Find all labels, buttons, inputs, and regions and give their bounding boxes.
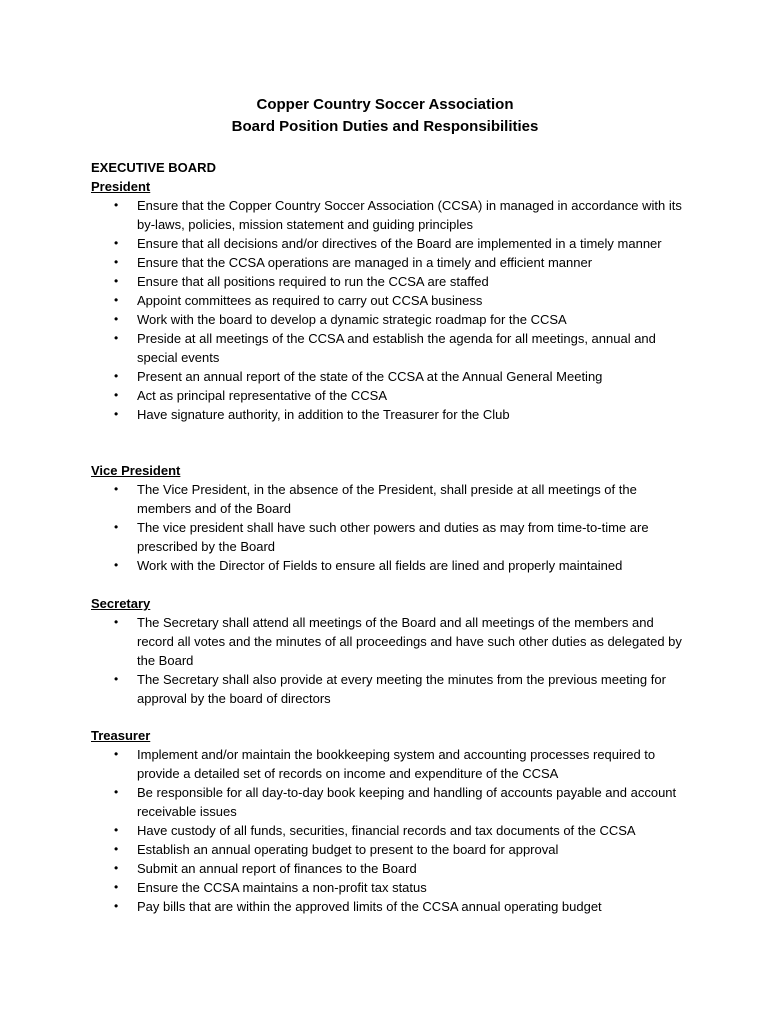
- duty-item: [0, 783, 770, 821]
- bullet-icon: •: [114, 198, 119, 212]
- duty-text: Establish an annual operating budget to present to the board for approval: [137, 842, 559, 857]
- bullet-icon: •: [114, 255, 119, 269]
- document-title-line-1: Copper Country Soccer Association: [256, 96, 514, 113]
- duty-item: [0, 878, 770, 897]
- bullet-icon: •: [114, 880, 119, 894]
- bullet-icon: •: [114, 842, 119, 856]
- duty-text: Implement and/or maintain the bookkeeping system and accounting processes required to provide a detailed set of records on income and expenditure of the CCSA: [137, 747, 656, 781]
- bullet-icon: •: [114, 899, 119, 913]
- bullet-icon: •: [114, 672, 119, 686]
- duty-text: Work with the board to develop a dynamic strategic roadmap for the CCSA: [137, 312, 567, 327]
- vice-president-heading: Vice President: [91, 463, 181, 478]
- duty-item: [0, 613, 770, 670]
- vice-president-duties-list: [0, 480, 770, 575]
- duty-item: [0, 670, 770, 708]
- bullet-icon: •: [114, 274, 119, 288]
- secretary-duties-list: [0, 613, 770, 708]
- duty-item: [0, 556, 770, 575]
- duty-text: Work with the Director of Fields to ensure all fields are lined and properly maintained: [137, 558, 623, 573]
- bullet-icon: •: [114, 293, 119, 307]
- bullet-icon: •: [114, 785, 119, 799]
- duty-text: Be responsible for all day-to-day book keeping and handling of accounts payable and account receivable issues: [137, 785, 677, 819]
- duty-text: Preside at all meetings of the CCSA and establish the agenda for all meetings, annual and special events: [137, 331, 656, 365]
- duty-item: [0, 480, 770, 518]
- duty-text: Submit an annual report of finances to the Board: [137, 861, 417, 876]
- duty-item: [0, 859, 770, 878]
- duty-text: Ensure the CCSA maintains a non-profit tax status: [137, 880, 427, 895]
- bullet-icon: •: [114, 558, 119, 572]
- bullet-icon: •: [114, 331, 119, 345]
- duty-text: The Secretary shall also provide at every meeting the minutes from the previous meeting for approval by the board of directors: [137, 672, 666, 706]
- duty-item: [0, 196, 770, 234]
- duty-item: [0, 518, 770, 556]
- duty-item: [0, 840, 770, 859]
- duty-text: Ensure that all decisions and/or directives of the Board are implemented in a timely manner: [137, 236, 662, 251]
- document-title-line-2: Board Position Duties and Responsibilities: [231, 118, 539, 135]
- bullet-icon: •: [114, 312, 119, 326]
- bullet-icon: •: [114, 615, 119, 629]
- treasurer-heading: Treasurer: [91, 728, 151, 743]
- duty-text: The Vice President, in the absence of the President, shall preside at all meetings of the members and of the Board: [137, 482, 637, 516]
- bullet-icon: •: [114, 823, 119, 837]
- duty-text: Have custody of all funds, securities, financial records and tax documents of the CCSA: [137, 823, 636, 838]
- bullet-icon: •: [114, 407, 119, 421]
- duty-item: [0, 291, 770, 310]
- bullet-icon: •: [114, 236, 119, 250]
- duty-item: [0, 821, 770, 840]
- duty-text: Have signature authority, in addition to the Treasurer for the Club: [137, 407, 510, 422]
- bullet-icon: •: [114, 388, 119, 402]
- duty-item: [0, 272, 770, 291]
- duty-text: Ensure that all positions required to run the CCSA are staffed: [137, 274, 489, 289]
- duty-item: [0, 329, 770, 367]
- duty-item: [0, 897, 770, 916]
- secretary-heading: Secretary: [91, 596, 151, 611]
- duty-item: [0, 745, 770, 783]
- duty-text: Ensure that the CCSA operations are managed in a timely and efficient manner: [137, 255, 593, 270]
- duty-item: [0, 386, 770, 405]
- duty-text: The Secretary shall attend all meetings of the Board and all meetings of the members and record all votes and the minutes of all proceedings and have such other duties as delegated by the Board: [137, 615, 682, 668]
- bullet-icon: •: [114, 369, 119, 383]
- bullet-icon: •: [114, 482, 119, 496]
- duty-text: The vice president shall have such other powers and duties as may from time-to-time are prescribed by the Board: [137, 520, 649, 554]
- duty-item: [0, 367, 770, 386]
- duty-text: Present an annual report of the state of the CCSA at the Annual General Meeting: [137, 369, 603, 384]
- bullet-icon: •: [114, 747, 119, 761]
- president-heading: President: [91, 179, 151, 194]
- treasurer-duties-list: [0, 745, 770, 916]
- duty-text: Ensure that the Copper Country Soccer Association (CCSA) in managed in accordance with its by-laws, policies, mission statement and guiding principles: [137, 198, 682, 232]
- bullet-icon: •: [114, 520, 119, 534]
- duty-item: [0, 310, 770, 329]
- duty-text: Pay bills that are within the approved limits of the CCSA annual operating budget: [137, 899, 602, 914]
- duty-item: [0, 253, 770, 272]
- duty-item: [0, 234, 770, 253]
- duty-text: Act as principal representative of the CCSA: [137, 388, 388, 403]
- bullet-icon: •: [114, 861, 119, 875]
- duty-item: [0, 405, 770, 424]
- duty-text: Appoint committees as required to carry out CCSA business: [137, 293, 483, 308]
- president-duties-list: [0, 196, 770, 424]
- executive-board-heading: EXECUTIVE BOARD: [91, 160, 216, 175]
